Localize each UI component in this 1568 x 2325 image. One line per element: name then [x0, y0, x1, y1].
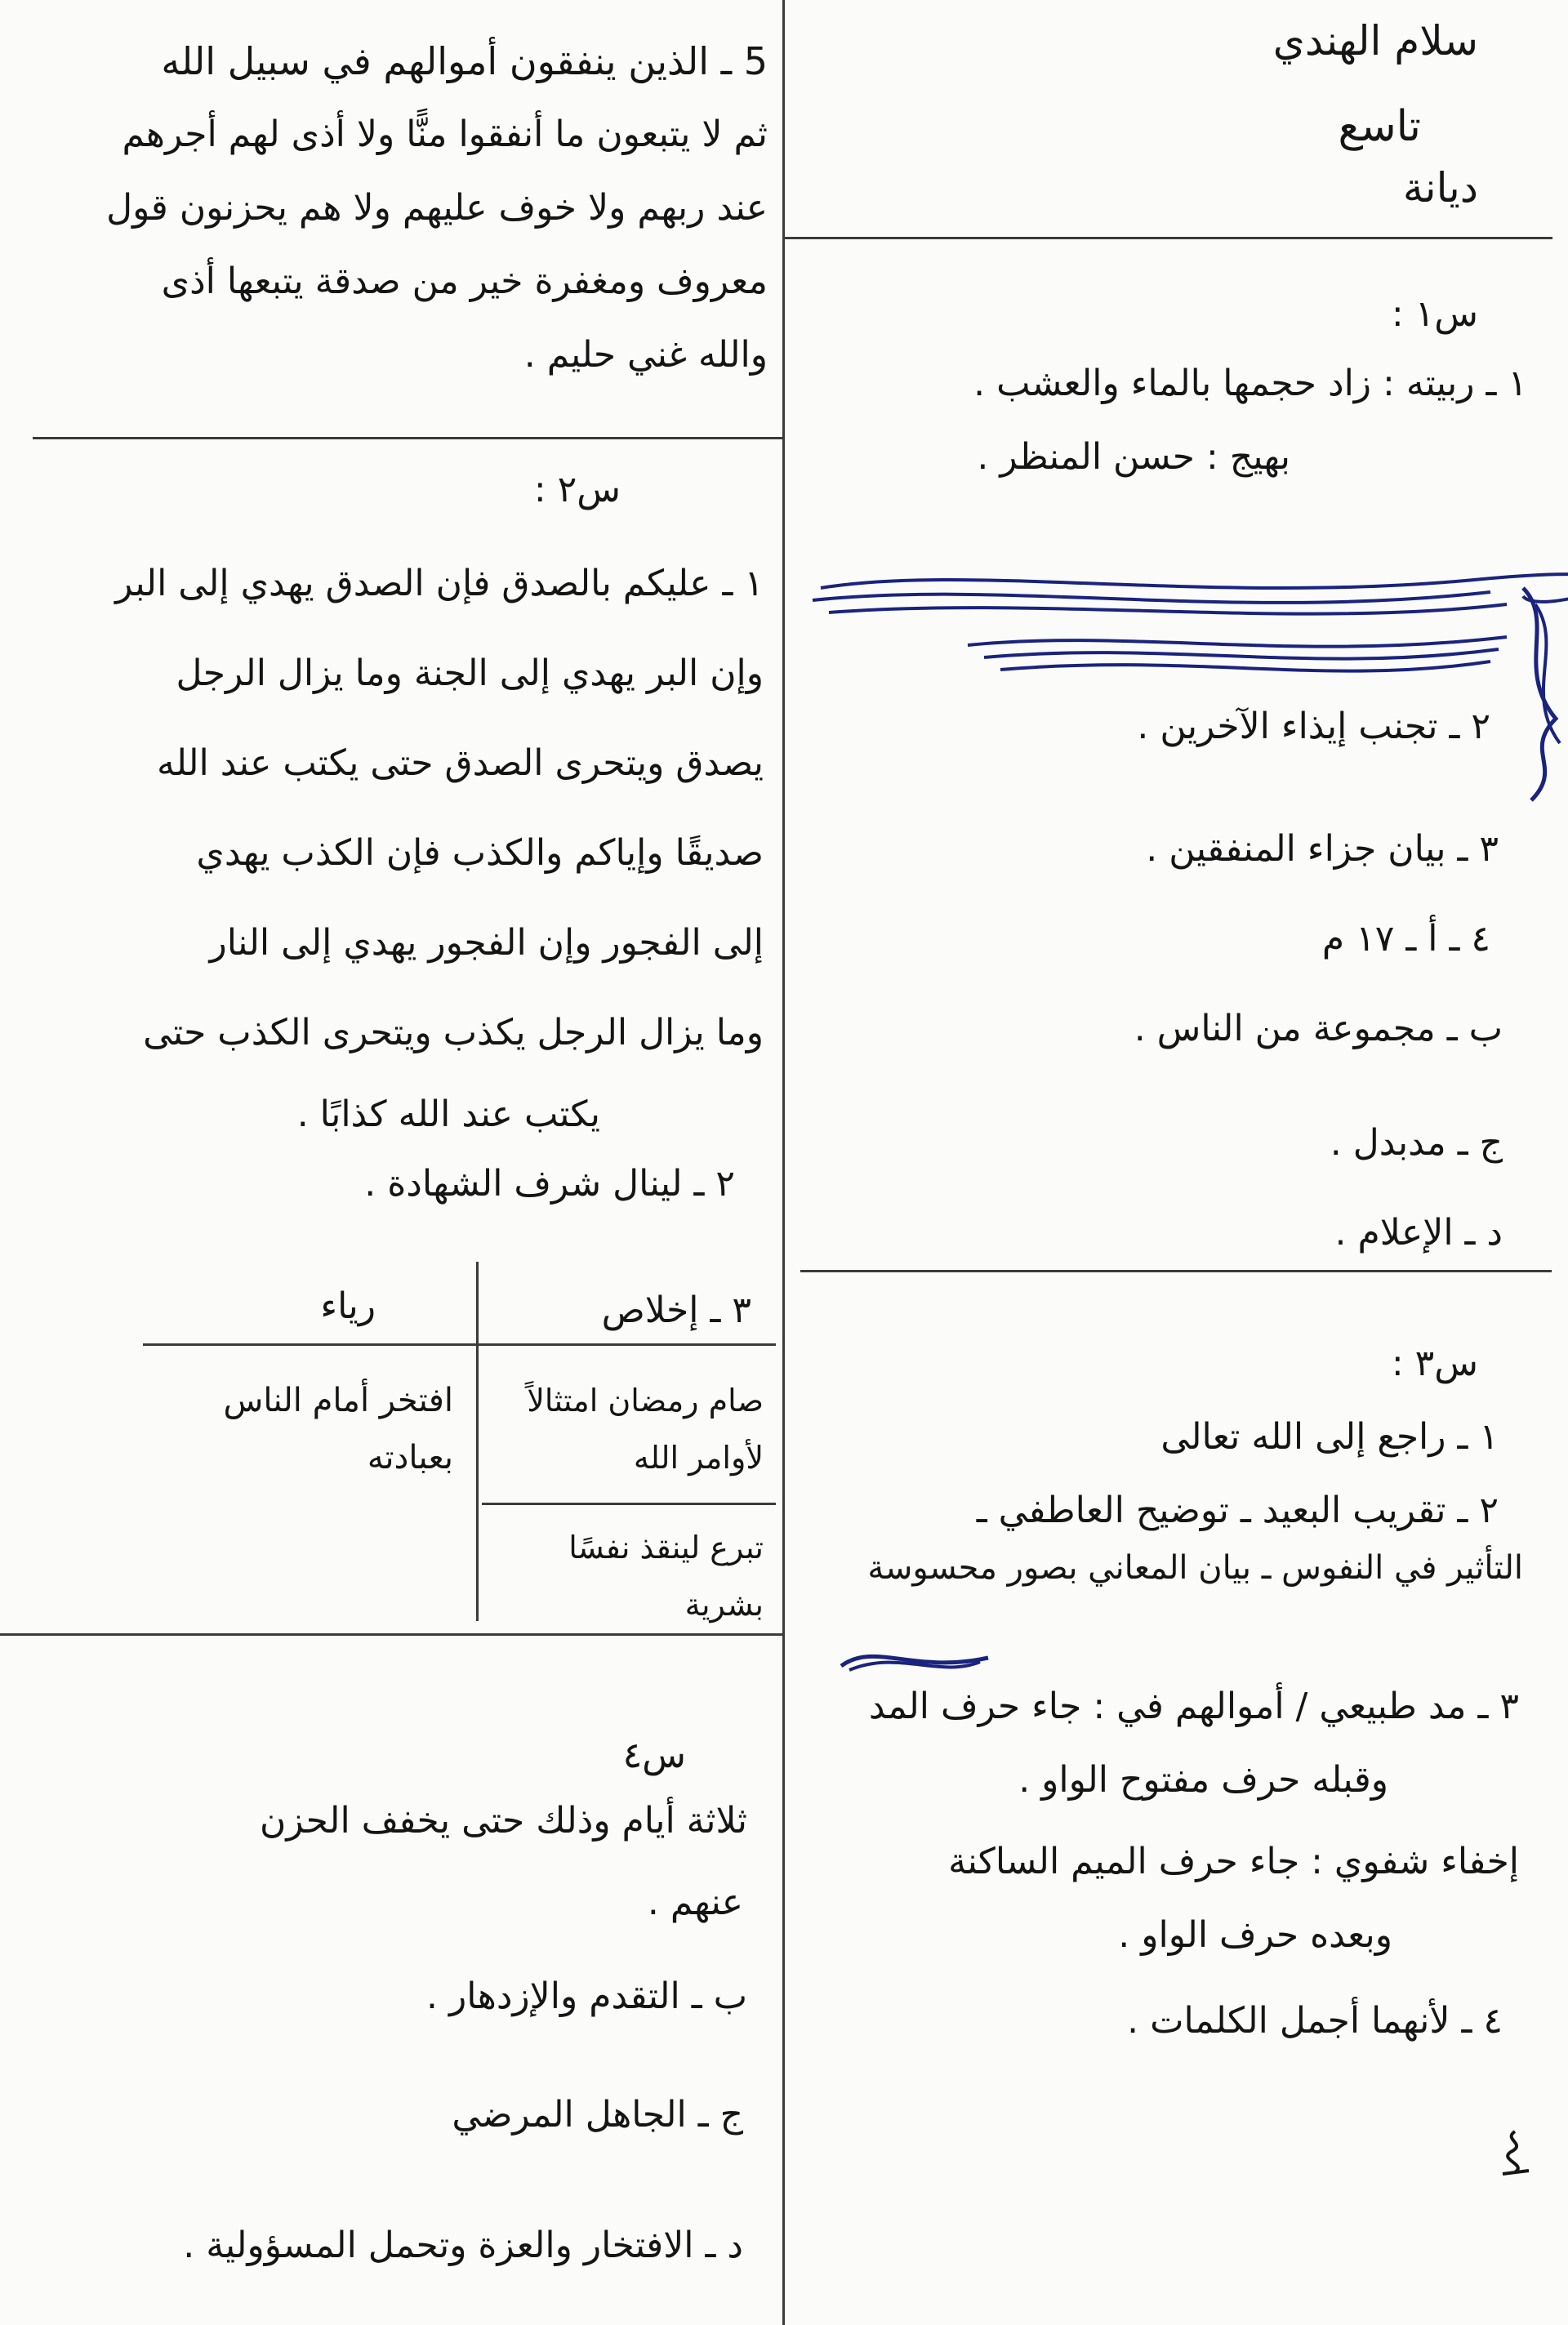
table-row-line	[482, 1503, 776, 1505]
q3-answer-2-line1: ٢ ـ تقريب البعيد ـ توضيح العاطفي ـ	[976, 1490, 1499, 1531]
q2-hadith-block	[12, 539, 764, 1151]
crossed-out-answer	[804, 555, 1568, 817]
right-divider-1	[785, 237, 1552, 239]
left-divider-2	[0, 1633, 782, 1636]
table-cell-ikhlas-2: تبرع لينقذ نفسًا بشرية	[568, 1530, 764, 1623]
question-4-title: س٤	[622, 1735, 686, 1776]
q5-verse-line: عند ربهم ولا خوف عليهم ولا هم يحزنون قول	[106, 187, 768, 229]
hadith-line: وإن البر يهدي إلى الجنة وما يزال الرجل	[176, 653, 764, 694]
q5-verse-line: ثم لا يتبعون ما أنفقوا منًّا ولا أذى لهم أجرهم	[122, 114, 768, 155]
subject-name: ديانة	[1402, 164, 1478, 212]
hadith-line: صديقًا وإياكم والكذب فإن الكذب يهدي	[196, 832, 764, 874]
table-header-riya: رياء	[320, 1285, 376, 1327]
hadith-line: إلى الفجور وإن الفجور يهدي إلى النار	[209, 922, 764, 964]
q4-answer-c: ج ـ الجاهل المرضي	[452, 2094, 743, 2136]
q1-answer-1-line2: بهيج : حسن المنظر .	[977, 436, 1290, 478]
end-mark	[1494, 2123, 1535, 2180]
q3-answer-4: ٤ ـ لأنهما أجمل الكلمات .	[1127, 2000, 1503, 2042]
right-divider-2	[800, 1270, 1552, 1272]
q1-answer-4-b: ب ـ مجموعة من الناس .	[1134, 1008, 1503, 1049]
q2-answer-2: ٢ ـ لينال شرف الشهادة .	[364, 1163, 735, 1205]
table-cell-riya-1: افتخر أمام الناس بعبادته	[223, 1382, 453, 1477]
q3-answer-3-line2: وقبله حرف مفتوح الواو .	[1018, 1759, 1388, 1801]
hadith-line: يصدق ويتحرى الصدق حتى يكتب عند الله	[156, 742, 764, 784]
q3-answer-3-line1: ٣ ـ مد طبيعي / أموالهم في : جاء حرف المد	[868, 1686, 1519, 1727]
table-header-line	[143, 1343, 776, 1346]
q3-answer-3-line3: إخفاء شفوي : جاء حرف الميم الساكنة	[948, 1841, 1519, 1882]
q5-verse-line: معروف ومغفرة خير من صدقة يتبعها أذى	[161, 261, 768, 302]
q5-verse-line: والله غني حليم .	[523, 334, 768, 376]
crossed-out-word	[833, 1633, 996, 1682]
q1-answer-4-d: د ـ الإعلام .	[1334, 1212, 1503, 1254]
question-3-title: س٣ :	[1391, 1343, 1478, 1384]
hadith-line: وما يزال الرجل يكذب ويتحرى الكذب حتى	[143, 1012, 764, 1053]
question-2-title: س٢ :	[533, 469, 621, 510]
q4-answer-1-line2: عنهم .	[647, 1882, 743, 1923]
q5-verse-line: 5 ـ الذين ينفقون أموالهم في سبيل الله	[161, 39, 768, 83]
q4-answer-1-line1: ثلاثة أيام وذلك حتى يخفف الحزن	[260, 1800, 747, 1842]
q3-answer-3-line4: وبعده حرف الواو .	[1118, 1914, 1392, 1956]
column-divider	[782, 0, 785, 2325]
student-grade: تاسع	[1338, 102, 1421, 151]
hadith-line: يكتب عند الله كذابًا .	[296, 1093, 600, 1135]
hadith-line: ١ ـ عليكم بالصدق فإن الصدق يهدي إلى البر	[115, 563, 764, 604]
q5-verse-block	[16, 24, 768, 392]
q4-answer-b: ب ـ التقدم والإزدهار .	[425, 1975, 747, 2017]
question-1-title: س١ :	[1391, 293, 1478, 335]
student-name: سلام الهندي	[1272, 17, 1478, 65]
q1-answer-3: ٣ ـ بيان جزاء المنفقين .	[1146, 828, 1499, 870]
table-cell-ikhlas-1: صام رمضان امتثالاً لأوامر الله	[527, 1383, 764, 1476]
q1-answer-2: ٢ ـ تجنب إيذاء الآخرين .	[1137, 706, 1490, 747]
q3-answer-2-line2: التأثير في النفوس ـ بيان المعاني بصور محسوسة	[867, 1549, 1523, 1587]
q4-answer-d: د ـ الافتخار والعزة وتحمل المسؤولية .	[183, 2225, 743, 2266]
q1-answer-1-line1: ١ ـ ربيته : زاد حجمها بالماء والعشب .	[973, 363, 1527, 404]
left-divider-1	[33, 437, 782, 439]
q1-answer-4-label: ٤ ـ أ ـ ١٧ م	[1321, 918, 1490, 960]
table-vertical-line	[476, 1262, 479, 1621]
q3-answer-1: ١ ـ راجع إلى الله تعالى	[1160, 1416, 1499, 1458]
table-header-ikhlas: ٣ ـ إخلاص	[601, 1289, 751, 1331]
q1-answer-4-c: ج ـ مدبدل .	[1330, 1122, 1503, 1164]
